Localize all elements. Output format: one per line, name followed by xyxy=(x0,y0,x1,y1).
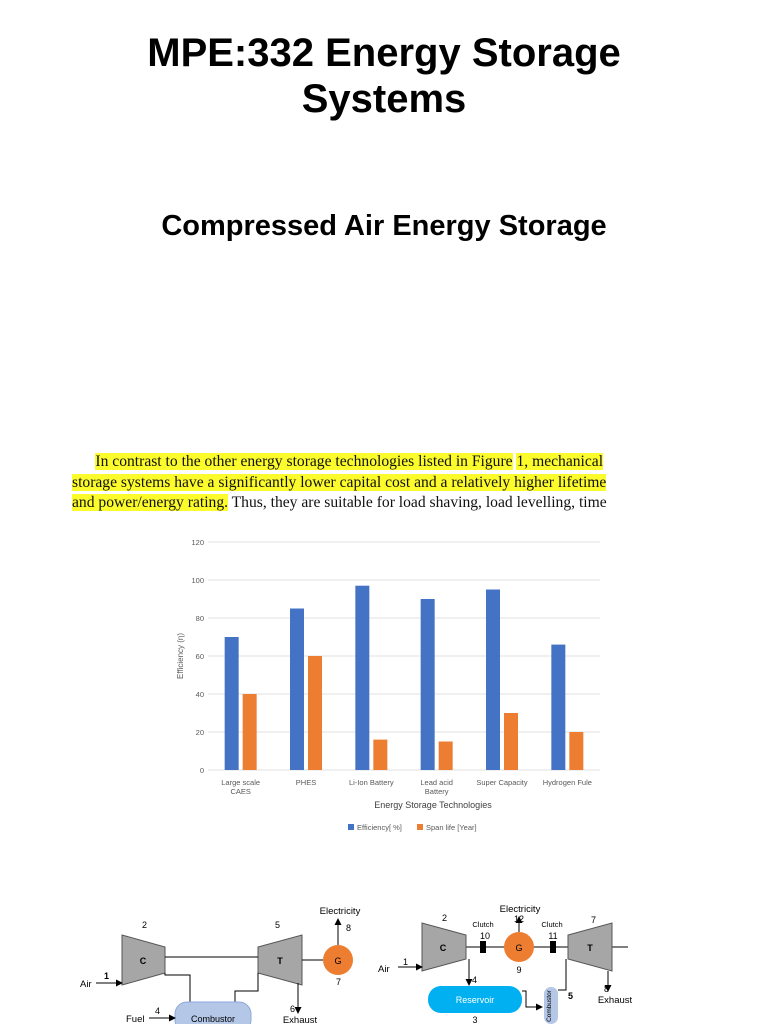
y-axis-label: Efficiency (η) xyxy=(176,632,185,680)
x-tick-label: Hydrogen Fule xyxy=(542,778,592,787)
bar-span-life-5 xyxy=(569,732,583,770)
legend-label-span-life: Span life [Year] xyxy=(426,823,477,832)
bar-span-life-0 xyxy=(243,694,257,770)
highlight-3: storage systems have a significantly lower capital cost and a relatively higher lifetime xyxy=(72,473,607,491)
node-9-label: 9 xyxy=(516,965,522,975)
node-7-label: 7 xyxy=(591,915,597,925)
compressor-label: C xyxy=(439,943,447,953)
legend-label-efficiency: Efficiency[ %] xyxy=(357,823,402,832)
x-axis-label: Energy Storage Technologies xyxy=(374,800,492,810)
node-11-label: 11 xyxy=(548,931,558,941)
electricity-label: Electricity xyxy=(319,906,361,917)
node-6-label: 6 xyxy=(290,1004,296,1014)
node-12-label: 12 xyxy=(513,914,525,924)
bar-efficiency-1 xyxy=(290,609,304,771)
node-2-label: 2 xyxy=(442,913,448,923)
y-tick-label: 20 xyxy=(195,728,204,737)
combustor-label: Combustor xyxy=(190,1014,236,1024)
y-tick-label: 100 xyxy=(191,576,204,585)
node-3-label: 3 xyxy=(472,1015,478,1024)
legend-swatch-span-life xyxy=(417,824,423,830)
fuel-label: Fuel xyxy=(126,1014,145,1024)
bar-efficiency-0 xyxy=(225,637,239,770)
air-label: Air xyxy=(80,979,92,990)
x-tick-label: Super Capacity xyxy=(476,778,528,787)
exhaust-label: Exhaust xyxy=(282,1015,318,1024)
highlight-2: 1, mechanical xyxy=(516,453,604,470)
y-tick-label: 80 xyxy=(195,614,204,623)
node-2-label: 2 xyxy=(142,920,148,930)
clutch-1 xyxy=(480,941,486,953)
node-4-label: 4 xyxy=(472,975,478,985)
paragraph-line-3 xyxy=(72,493,692,514)
generator-label: G xyxy=(334,956,342,966)
reservoir-to-combustor xyxy=(522,991,542,1007)
caes-diagram xyxy=(376,895,646,1024)
y-tick-label: 40 xyxy=(195,690,204,699)
bar-chart xyxy=(0,530,768,840)
bar-span-life-2 xyxy=(373,740,387,770)
electricity-label: Electricity xyxy=(499,904,541,915)
x-tick-label: Large scale CAES xyxy=(221,778,261,796)
node-5-label: 5 xyxy=(275,920,281,930)
clutch-2-label: Clutch xyxy=(541,920,563,929)
chart-bars xyxy=(225,586,584,770)
exhaust-label: Exhaust xyxy=(597,995,633,1006)
title-line-2: Systems xyxy=(301,77,467,121)
node-8-label: 8 xyxy=(346,923,352,933)
reservoir-label: Reservoir xyxy=(455,995,495,1005)
combustor-to-turbine xyxy=(235,973,258,1005)
combustor-to-turbine xyxy=(558,959,566,990)
bar-span-life-1 xyxy=(308,656,322,770)
chart-legend xyxy=(348,823,477,832)
clutch-1-label: Clutch xyxy=(472,920,494,929)
air-label: Air xyxy=(378,964,390,975)
y-tick-label: 60 xyxy=(195,652,204,661)
turbine-label: T xyxy=(277,956,283,966)
node-1-label: 1 xyxy=(104,971,110,981)
combustor-label: Combustor xyxy=(546,990,553,1022)
generator-label: G xyxy=(515,943,523,953)
node-10-label: 10 xyxy=(479,931,491,941)
paragraph-line-3-rest: Thus, they are suitable for load shaving, load levelling, time xyxy=(228,494,607,511)
bar-efficiency-3 xyxy=(421,599,435,770)
x-tick-label: PHES xyxy=(295,778,317,787)
chart-grid xyxy=(208,542,600,770)
node-7-label: 7 xyxy=(336,977,342,987)
paragraph-line-1 xyxy=(72,452,692,473)
highlight-1: In contrast to the other energy storage technologies listed in Figure xyxy=(95,453,513,470)
x-tick-label: Li-Ion Battery xyxy=(349,778,394,787)
section-subtitle: Compressed Air Energy Storage xyxy=(161,210,607,242)
y-tick-label: 0 xyxy=(199,766,204,775)
y-tick-label: 120 xyxy=(191,538,204,547)
bar-efficiency-4 xyxy=(486,590,500,771)
node-4-label: 4 xyxy=(155,1006,161,1016)
compressor-to-combustor xyxy=(165,973,190,1005)
x-tick-label: Lead acid Battery xyxy=(420,778,453,796)
bar-efficiency-5 xyxy=(551,645,565,770)
highlight-4: and power/energy rating. xyxy=(72,494,229,511)
compressor-label: C xyxy=(139,956,147,966)
bar-span-life-4 xyxy=(504,713,518,770)
node-8-label: 8 xyxy=(604,984,610,994)
clutch-2 xyxy=(550,941,556,953)
page-title xyxy=(0,30,768,122)
legend-swatch-efficiency xyxy=(348,824,354,830)
title-line-1: MPE:332 Energy Storage xyxy=(147,31,621,75)
bar-efficiency-2 xyxy=(355,586,369,770)
turbine-label: T xyxy=(587,943,593,953)
node-5-label: 5 xyxy=(568,991,574,1001)
paragraph-excerpt xyxy=(72,452,692,514)
bar-span-life-3 xyxy=(439,742,453,771)
gas-turbine-diagram xyxy=(70,895,380,1024)
node-1-label: 1 xyxy=(403,957,409,967)
paragraph-line-2 xyxy=(72,473,692,494)
